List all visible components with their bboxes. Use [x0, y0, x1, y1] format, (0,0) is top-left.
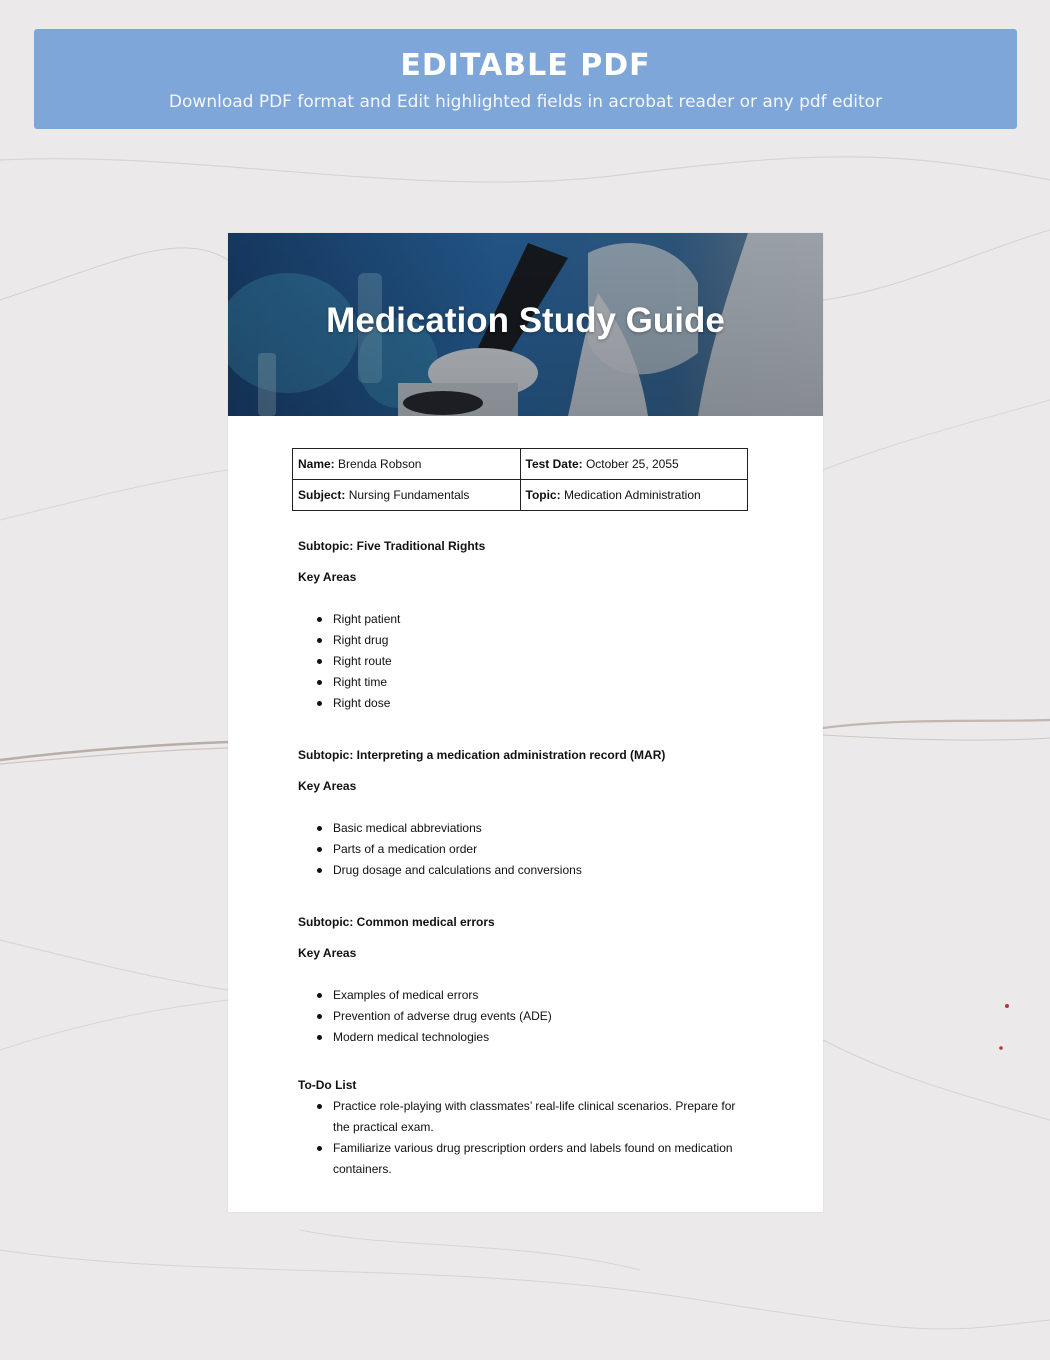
- document-page: [228, 233, 823, 1212]
- topic-label: Topic:: [525, 488, 561, 502]
- list-item[interactable]: Right drug: [298, 630, 400, 651]
- subtopic-heading: Subtopic: Interpreting a medication administration record (MAR): [298, 748, 666, 762]
- todo-list: [298, 1096, 748, 1180]
- topic-cell[interactable]: [520, 480, 748, 511]
- name-value: Brenda Robson: [338, 457, 422, 471]
- document-title: Medication Study Guide: [326, 301, 725, 340]
- key-areas-list: [298, 985, 552, 1048]
- subject-cell[interactable]: [293, 480, 521, 511]
- list-item[interactable]: Basic medical abbreviations: [298, 818, 582, 839]
- todo-heading: To-Do List: [298, 1078, 357, 1092]
- list-item[interactable]: Parts of a medication order: [298, 839, 582, 860]
- key-areas-list: [298, 609, 400, 714]
- test-date-value: October 25, 2055: [585, 457, 679, 471]
- list-item[interactable]: Modern medical technologies: [298, 1027, 552, 1048]
- subtopic-heading: Subtopic: Common medical errors: [298, 915, 495, 929]
- name-label: Name:: [298, 457, 335, 471]
- todo-item[interactable]: Familiarize various drug prescription orders and labels found on medication containers.: [298, 1138, 748, 1180]
- key-areas-list: [298, 818, 582, 881]
- header-image: [228, 233, 823, 416]
- list-item[interactable]: Drug dosage and calculations and conversions: [298, 860, 582, 881]
- list-item[interactable]: Prevention of adverse drug events (ADE): [298, 1006, 552, 1027]
- student-info-table: [292, 448, 748, 511]
- banner-subtitle: Download PDF format and Edit highlighted fields in acrobat reader or any pdf editor: [168, 92, 883, 112]
- subtopic-heading: Subtopic: Five Traditional Rights: [298, 539, 486, 553]
- list-item[interactable]: Right patient: [298, 609, 400, 630]
- editable-pdf-banner: [34, 29, 1017, 129]
- test-date-cell[interactable]: [520, 449, 748, 480]
- list-item[interactable]: Examples of medical errors: [298, 985, 552, 1006]
- banner-title: EDITABLE PDF: [400, 48, 651, 83]
- todo-item[interactable]: Practice role-playing with classmates’ real-life clinical scenarios. Prepare for the practical exam.: [298, 1096, 748, 1138]
- list-item[interactable]: Right dose: [298, 693, 400, 714]
- subject-label: Subject:: [298, 488, 346, 502]
- topic-value: Medication Administration: [563, 488, 701, 502]
- list-item[interactable]: Right time: [298, 672, 400, 693]
- subject-value: Nursing Fundamentals: [348, 488, 470, 502]
- test-date-label: Test Date:: [525, 457, 583, 471]
- list-item[interactable]: Right route: [298, 651, 400, 672]
- name-cell[interactable]: [293, 449, 521, 480]
- key-areas-heading: Key Areas: [298, 779, 357, 793]
- key-areas-heading: Key Areas: [298, 570, 357, 584]
- key-areas-heading: Key Areas: [298, 946, 357, 960]
